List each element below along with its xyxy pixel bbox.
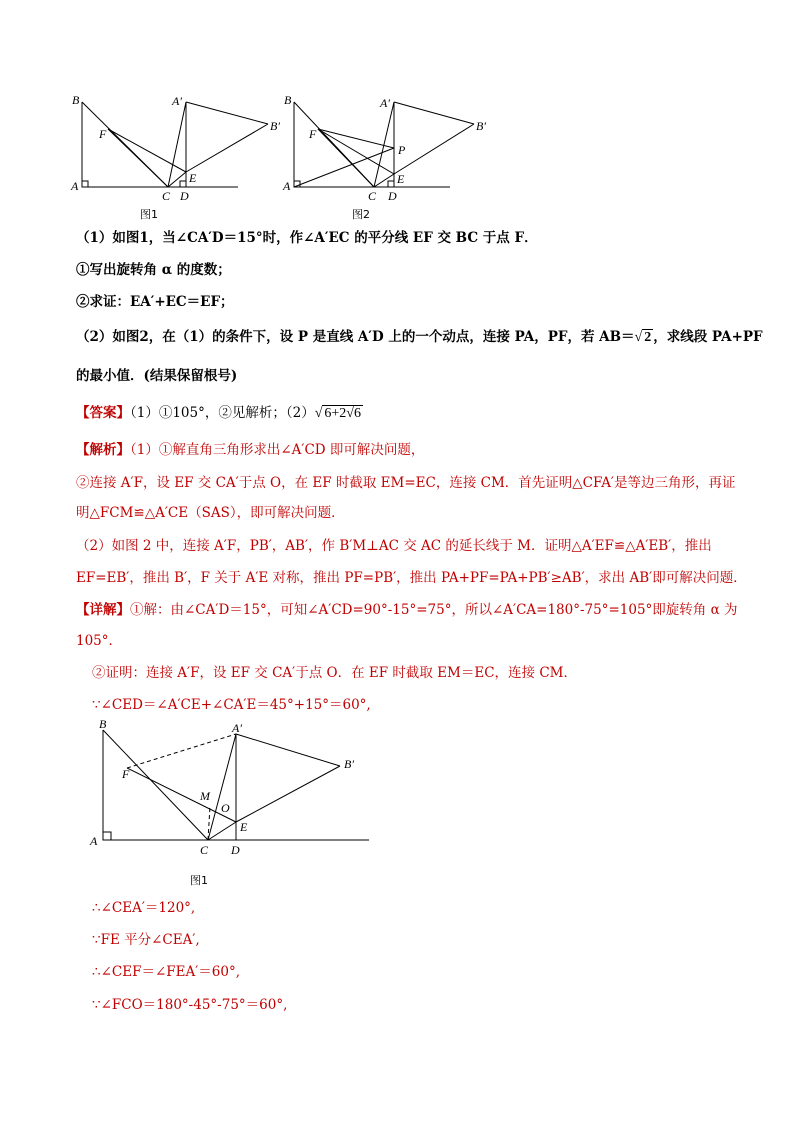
fig3-label-o: O [221, 801, 230, 815]
fig1-label-d: D [180, 189, 189, 203]
detail-line-1 [76, 600, 738, 620]
figure-2 [280, 92, 520, 222]
question-2-line2: 的最小值．(结果保留根号) [76, 368, 238, 384]
detail-line-4: ∵∠CED＝∠A′CE+∠CA′E＝45°+15°＝60°, [92, 697, 371, 713]
question-1b: ②求证：EA′+EC＝EF； [76, 294, 234, 310]
answer-sqrt: √ 6+2√6 [314, 406, 361, 421]
fig1-label-e: E [189, 171, 197, 185]
fig2-label-aprime: A′ [380, 96, 390, 110]
fig1-caption: 图1 [140, 208, 158, 221]
fig1-label-a: A [71, 179, 79, 193]
fig2-label-b: B [284, 93, 292, 107]
figure-1 [68, 92, 308, 222]
question-1a: ①写出旋转角 α 的度数； [76, 262, 231, 278]
fig3-label-f: F [122, 767, 130, 781]
analysis-line-4: （2）如图 2 中，连接 A′F，PB′，AB′，作 B′M⊥AC 交 AC 的延长线于 M．证明△A′EF≌△A′EB′，推出 [76, 538, 712, 554]
detail-text-1: ①解：由∠CA′D＝15°，可知∠A′CD=90°-15°=75°，所以∠A′CA=180°-75°=105°即旋转角 α 为 [130, 602, 738, 618]
fig2-caption: 图2 [352, 208, 370, 221]
detail-tag: 【详解】 [76, 602, 130, 618]
fig2-label-a: A [283, 179, 291, 193]
fig2-label-e: E [397, 172, 405, 186]
fig3-label-a: A [90, 834, 98, 848]
fig1-label-f: F [99, 127, 107, 141]
detail-line-3: ②证明：连接 A′F，设 EF 交 CA′于点 O．在 EF 时截取 EM＝EC，连接 CM． [92, 665, 577, 681]
analysis-line-1 [76, 440, 424, 460]
analysis-text-1: （1）①解直角三角形求出∠A′CD 即可解决问题， [130, 442, 425, 458]
fig3-label-aprime: A′ [232, 721, 242, 735]
detail-line-5: ∴∠CEA′＝120°, [92, 900, 196, 916]
question-1: （1）如图1，当∠CA′D＝15°时，作∠A′EC 的平分线 EF 交 BC 于点 F． [76, 230, 538, 246]
fig3-label-e: E [240, 820, 248, 834]
fig1-label-aprime: A′ [172, 94, 182, 108]
detail-line-7: ∴∠CEF＝∠FEA′＝60°, [92, 964, 241, 980]
fig3-label-c: C [200, 843, 209, 857]
fig3-label-bprime: B′ [344, 757, 354, 771]
fig2-label-c: C [368, 189, 377, 203]
fig1-label-c: C [162, 189, 171, 203]
answer-line [76, 403, 363, 424]
fig3-label-d: D [231, 843, 240, 857]
answer-text: （1）①105°，②见解析；（2） [130, 405, 315, 421]
fig3-label-b: B [99, 717, 107, 731]
analysis-line-3: 明△FCM≌△A′CE（SAS），即可解决问题． [76, 505, 345, 521]
fig2-label-f: F [309, 127, 317, 141]
fig2-label-d: D [388, 189, 397, 203]
analysis-line-2: ②连接 A′F，设 EF 交 CA′于点 O，在 EF 时截取 EM=EC，连接 CM．首先证明△CFA′是等边三角形，再证 [76, 475, 736, 491]
fig2-label-bprime: B′ [476, 119, 486, 133]
analysis-tag: 【解析】 [76, 442, 130, 458]
fig1-label-b: B [72, 93, 80, 107]
question-2-tail: ，求线段 PA+PF [653, 329, 763, 345]
sqrt-2: √ 2 [634, 330, 652, 345]
answer-tag: 【答案】 [76, 405, 130, 421]
figure-3 [84, 718, 384, 888]
detail-line-6: ∵FE 平分∠CEA′, [92, 932, 200, 948]
analysis-line-5: EF=EB′，推出 B′，F 关于 A′E 对称，推出 PF=PB′，推出 PA+PF=PA+PB′≥AB′，求出 AB′即可解决问题． [76, 570, 747, 586]
question-2 [76, 327, 763, 348]
fig3-label-m: M [200, 789, 210, 803]
question-2-text: （2）如图2，在（1）的条件下，设 P 是直线 A′D 上的一个动点，连接 PA，PF，若 AB＝ [76, 329, 635, 345]
detail-line-8: ∵∠FCO＝180°-45°-75°＝60°, [92, 997, 288, 1013]
fig1-label-bprime: B′ [270, 119, 280, 133]
fig3-caption: 图1 [190, 874, 208, 887]
fig2-label-p: P [398, 143, 406, 157]
detail-line-2: 105°． [76, 633, 123, 649]
